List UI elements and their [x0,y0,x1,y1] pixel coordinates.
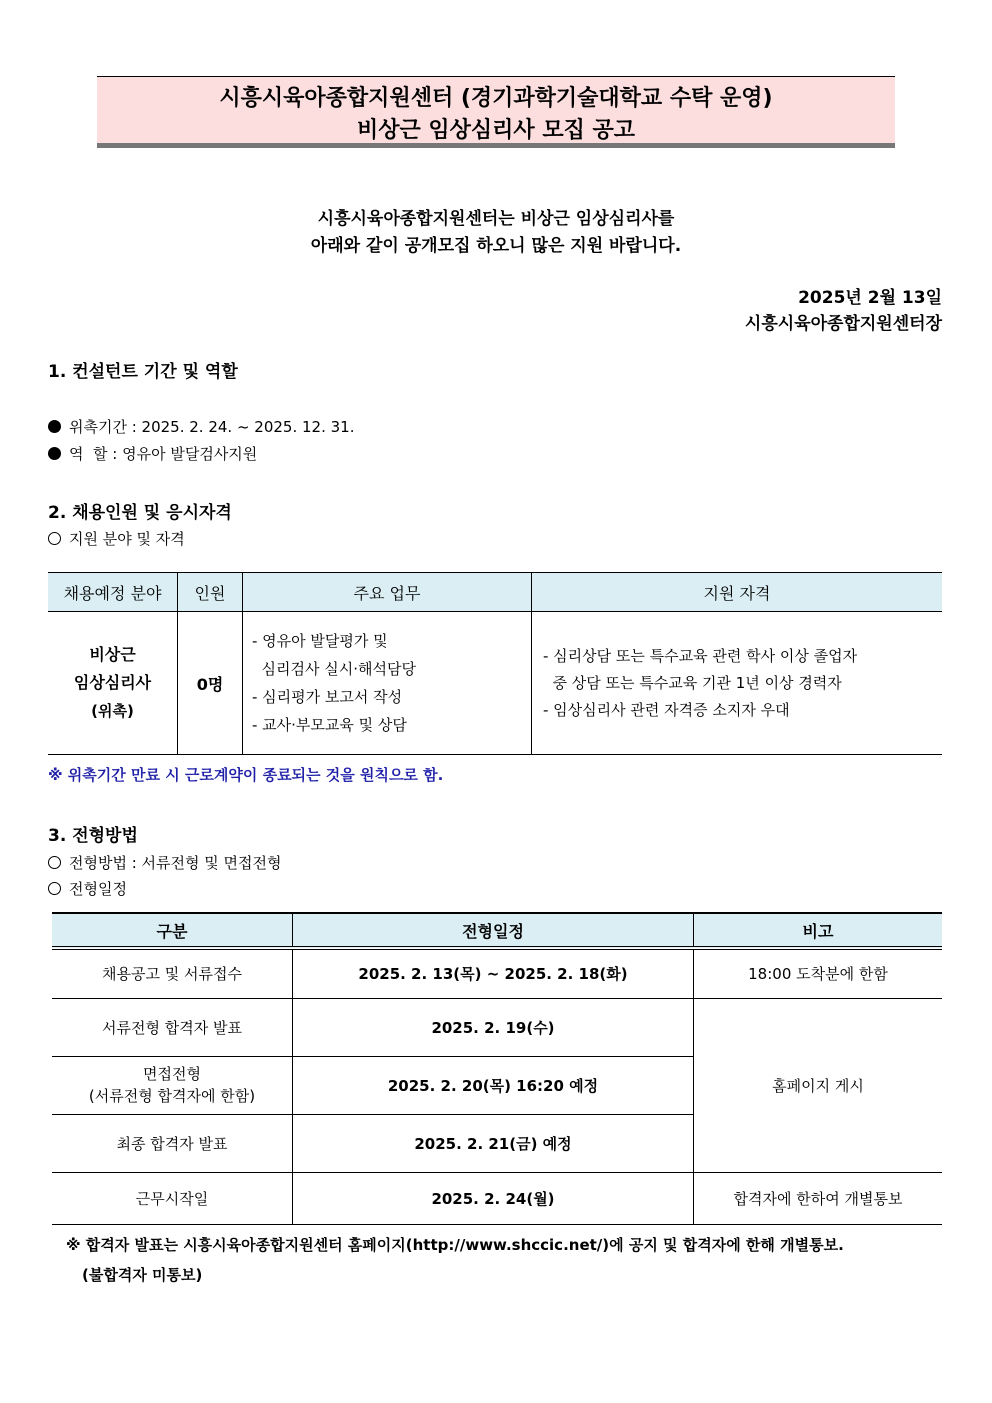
date-cell: 2025. 2. 21(금) 예정 [293,1114,694,1172]
date-cell: 2025. 2. 19(수) [293,998,694,1056]
table-header: 지원 자격 [532,573,943,612]
section3-note2: (불합격자 미통보) [82,1266,203,1284]
stage-cell: 채용공고 및 서류접수 [52,948,293,998]
qualification-line: - 임상심리사 관련 자격증 소지자 우대 [543,700,790,719]
item-text: 역 할 : 영유아 발달검사지원 [69,445,258,463]
bullet-icon [48,420,61,433]
table-header: 비고 [694,913,943,948]
section3-item [48,852,282,873]
section3-note1: ※ 합격자 발표는 시흥시육아종합지원센터 홈페이지(http://www.shccic.net/)에 공지 및 합격자에 한해 개별통보. [66,1236,844,1254]
bullet-icon [48,447,61,460]
note-cell: 18:00 도착분에 한함 [694,948,943,998]
stage-line: 면접전형 [143,1065,201,1083]
title-line2: 비상근 임상심리사 모집 공고 [356,118,635,143]
item-text: 전형방법 : 서류전형 및 면접전형 [69,854,282,872]
note-cell: 합격자에 한하여 개별통보 [694,1172,943,1224]
duty-line: 심리검사 실시·해석담당 [252,660,416,678]
stage-cell [52,1056,293,1114]
section1-item [48,443,257,464]
stage-line: (서류전형 합격자에 한함) [88,1087,256,1105]
circle-bullet-icon [48,856,61,869]
count-cell: 0명 [178,612,243,755]
section3-item [48,878,127,899]
circle-bullet-icon [48,532,61,545]
item-text: 지원 분야 및 자격 [69,530,185,548]
table-header: 인원 [178,573,243,612]
stage-cell: 서류전형 합격자 발표 [52,998,293,1056]
section2-note: ※ 위촉기간 만료 시 근로계약이 종료되는 것을 원칙으로 함. [48,766,444,784]
duty-line: - 영유아 발달평가 및 [252,632,388,650]
duty-line: - 심리평가 보고서 작성 [252,688,403,706]
intro-line1: 시흥시육아종합지원센터는 비상근 임상심리사를 [317,209,675,229]
section1-item [48,416,355,437]
note-cell: 홈페이지 게시 [694,998,943,1172]
qualification-line: 중 상담 또는 특수교육 기관 1년 이상 경력자 [543,673,842,692]
field-line: (위촉) [91,702,134,720]
title-banner [97,76,895,148]
stage-cell: 최종 합격자 발표 [52,1114,293,1172]
section2-sub [48,528,185,549]
item-text: 전형일정 [69,880,127,898]
table-row [52,998,942,1056]
qualification-table [48,572,942,755]
date-cell: 2025. 2. 24(월) [293,1172,694,1224]
table-header: 주요 업무 [243,573,532,612]
qualification-line: - 심리상담 또는 특수교육 관련 학사 이상 졸업자 [543,646,858,665]
schedule-table [52,912,942,1225]
date-cell: 2025. 2. 13(목) ~ 2025. 2. 18(화) [293,948,694,998]
title-line1: 시흥시육아종합지원센터 (경기과학기술대학교 수탁 운영) [219,86,773,111]
field-cell [48,612,178,755]
field-line: 비상근 [89,645,136,664]
table-header: 전형일정 [293,913,694,948]
issuer: 시흥시육아종합지원센터장 [744,314,942,334]
date-cell: 2025. 2. 20(목) 16:20 예정 [293,1056,694,1114]
announcement-date: 2025년 2월 13일 [798,288,942,308]
duties-cell [243,612,532,755]
stage-cell: 근무시작일 [52,1172,293,1224]
circle-bullet-icon [48,882,61,895]
duty-line: - 교사·부모교육 및 상담 [252,716,407,734]
table-row [52,948,942,998]
section1-heading: 1. 컨설턴트 기간 및 역할 [48,362,238,382]
table-row [52,1172,942,1224]
field-line: 임상심리사 [73,673,152,692]
intro-line2: 아래와 같이 공개모집 하오니 많은 지원 바랍니다. [310,236,682,256]
table-header: 채용예정 분야 [48,573,178,612]
section3-heading: 3. 전형방법 [48,826,138,846]
section2-heading: 2. 채용인원 및 응시자격 [48,503,232,523]
item-text: 위촉기간 : 2025. 2. 24. ~ 2025. 12. 31. [69,418,355,436]
qualification-cell [532,612,943,755]
table-header: 구분 [52,913,293,948]
